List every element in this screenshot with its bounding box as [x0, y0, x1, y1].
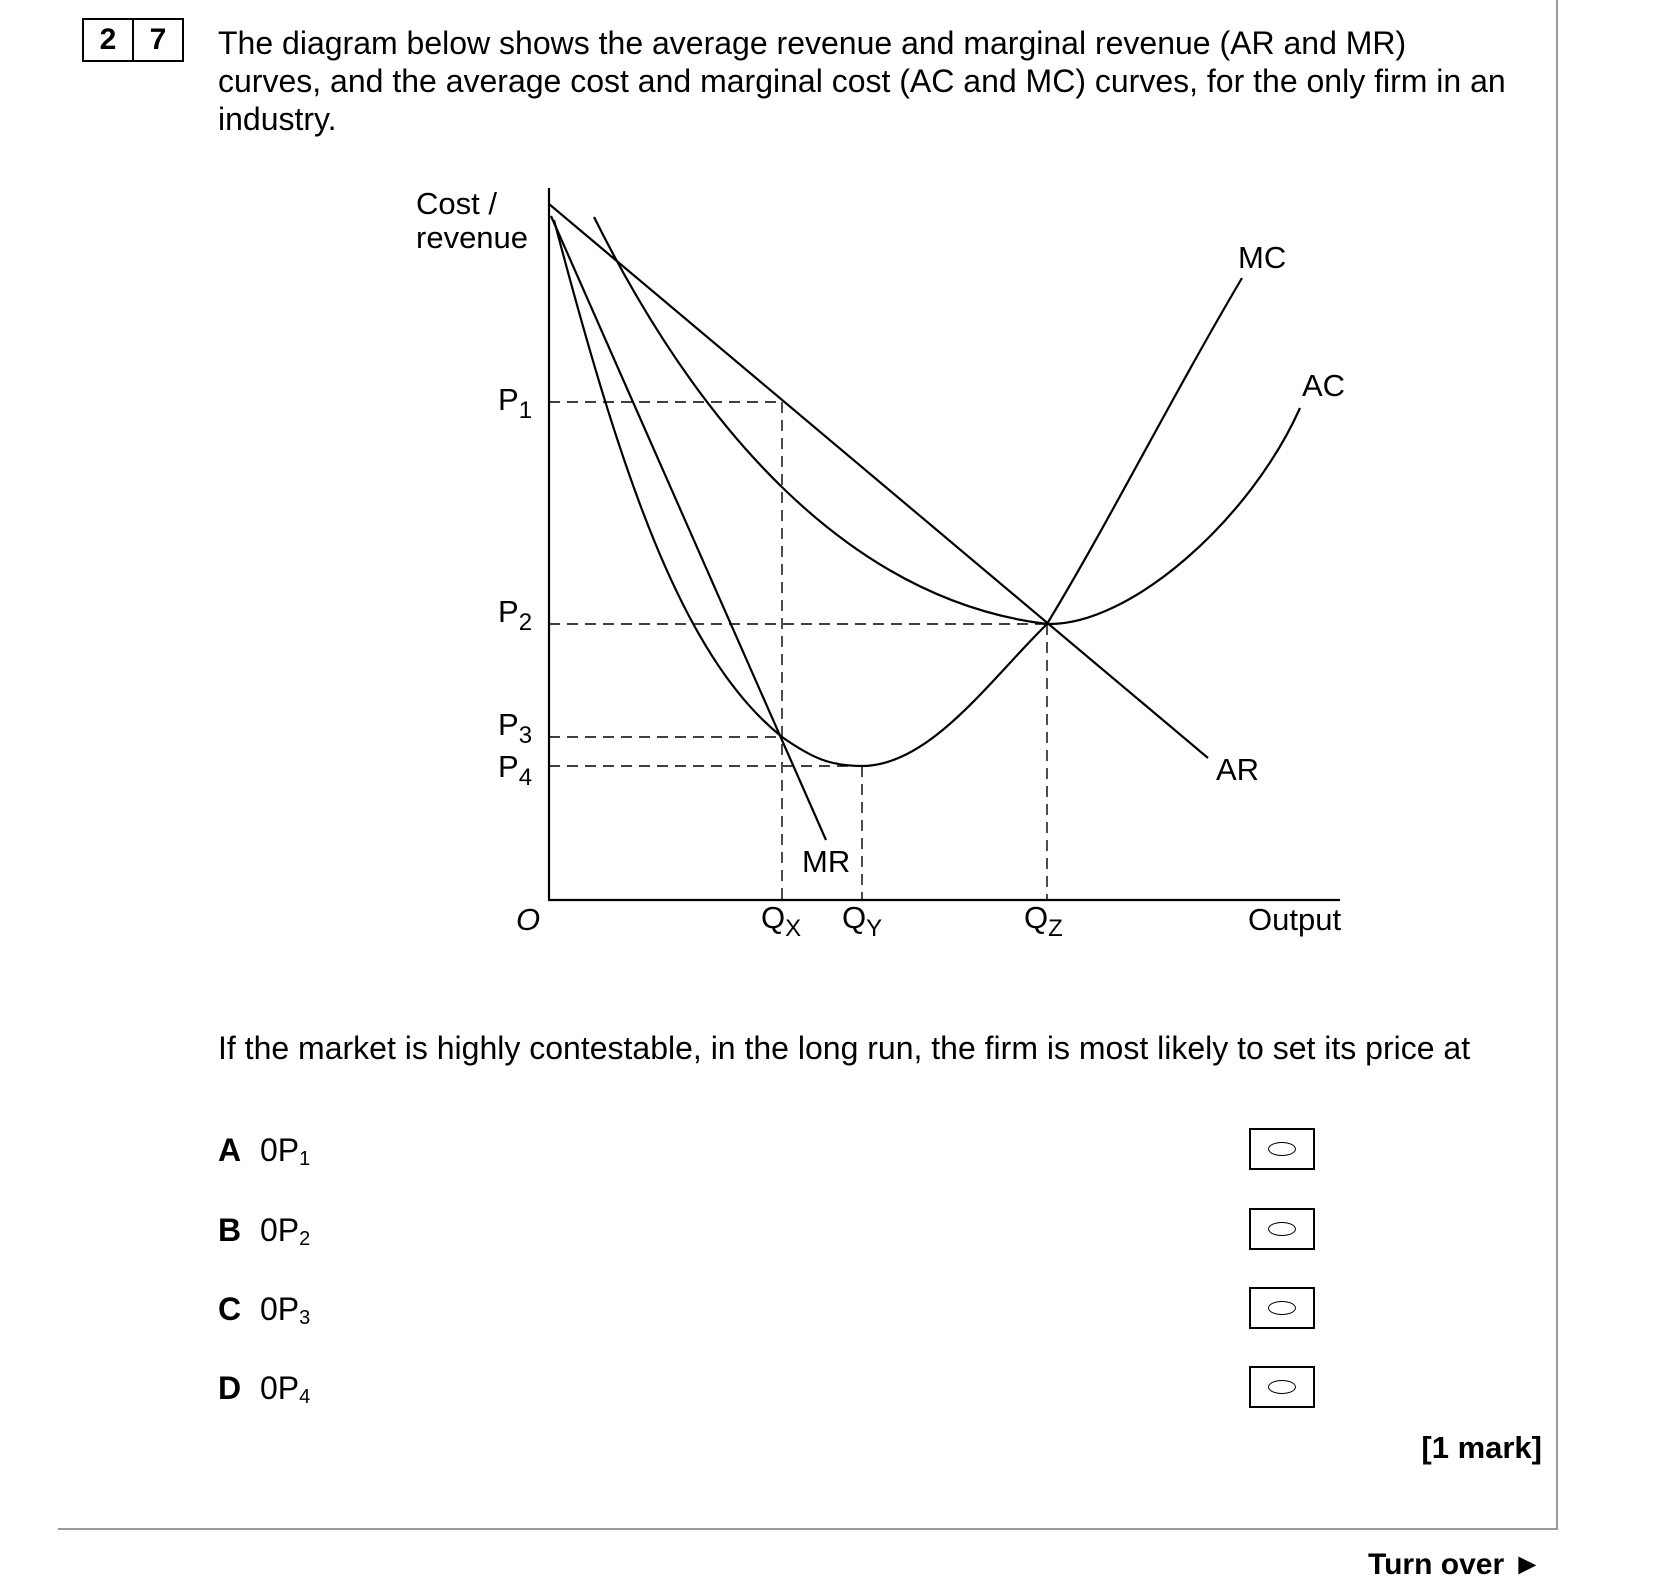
mr-curve [551, 216, 826, 840]
question-stem: The diagram below shows the average revenue and marginal revenue (AR and MR) curves, and the average cost and marginal cost (AC and MC) curves, for the only firm in an industry. [218, 25, 1506, 137]
option-a [218, 1130, 310, 1170]
qx-label: $Q_X$ [761, 900, 802, 942]
option-text: 0P [260, 1212, 300, 1248]
option-c [218, 1289, 310, 1329]
mc-label: MC [1238, 240, 1287, 275]
p4-label: $P_4$ [498, 749, 533, 791]
option-letter: D [218, 1370, 242, 1406]
answer-box-b[interactable] [1249, 1208, 1315, 1250]
option-letter: B [218, 1212, 242, 1248]
ac-label: AC [1302, 368, 1346, 403]
origin-label: O [516, 902, 541, 937]
answer-box-c[interactable] [1249, 1287, 1315, 1329]
p3-label: $P_3$ [498, 707, 533, 749]
cost-revenue-diagram [380, 170, 1360, 960]
mr-label: MR [802, 844, 851, 879]
option-subscript: 2 [299, 1228, 311, 1250]
ar-label: AR [1216, 752, 1260, 787]
x-axis-label: Output [1248, 902, 1342, 937]
answer-box-a[interactable] [1249, 1128, 1315, 1170]
option-text: 0P [260, 1291, 300, 1327]
answer-oval-icon [1268, 1142, 1296, 1156]
option-subscript: 3 [299, 1307, 311, 1329]
option-letter: A [218, 1132, 242, 1168]
y-axis-label: revenue [416, 220, 529, 255]
turn-over-footer: Turn over ► [1368, 1548, 1543, 1581]
option-subscript: 1 [299, 1148, 311, 1170]
option-letter: C [218, 1291, 242, 1327]
option-text: 0P [260, 1132, 300, 1168]
ac-curve [594, 217, 1300, 624]
option-text: 0P [260, 1370, 300, 1406]
qz-label: $Q_Z$ [1024, 900, 1063, 942]
question-number-digit: 2 [99, 23, 117, 56]
question-number [82, 18, 184, 62]
answer-oval-icon [1268, 1301, 1296, 1315]
mc-curve [554, 220, 1242, 766]
answer-oval-icon [1268, 1380, 1296, 1394]
qy-label: $Q_Y$ [842, 900, 883, 942]
answer-oval-icon [1268, 1222, 1296, 1236]
ar-curve [549, 204, 1208, 758]
option-b [218, 1210, 310, 1250]
question-prompt: If the market is highly contestable, in the long run, the firm is most likely to set its price at [218, 1030, 1471, 1066]
p2-label: $P_2$ [498, 594, 533, 636]
question-number-digit: 7 [132, 20, 182, 60]
option-d [218, 1368, 310, 1408]
y-axis-label: Cost / [416, 186, 497, 221]
p1-label: $P_1$ [498, 382, 533, 424]
mark-allocation: [1 mark] [1421, 1430, 1542, 1465]
option-subscript: 4 [299, 1386, 311, 1408]
answer-box-d[interactable] [1249, 1366, 1315, 1408]
